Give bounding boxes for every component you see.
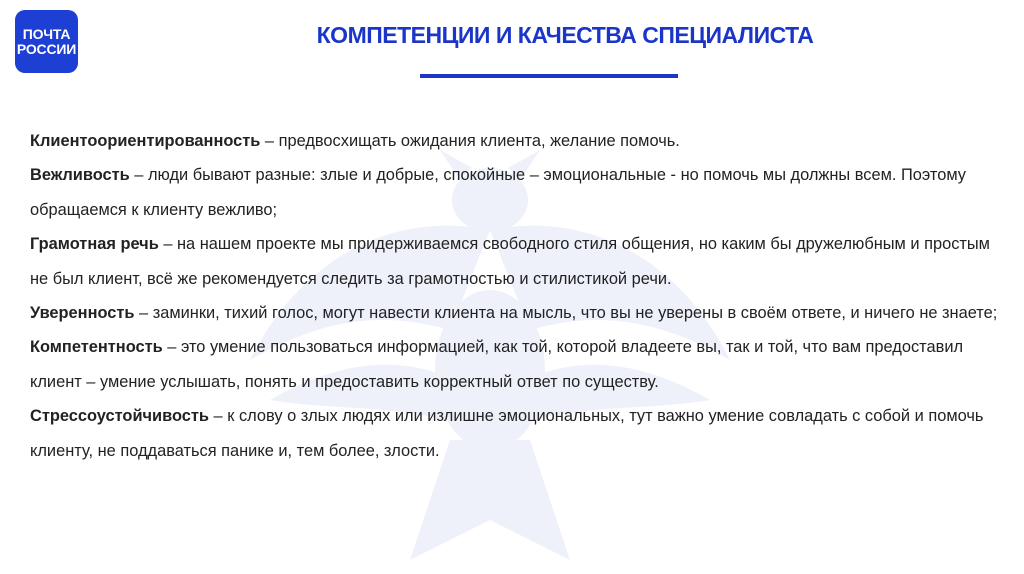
item-term: Клиентоориентированность <box>30 132 261 150</box>
item-text: – заминки, тихий голос, могут навести клиента на мысль, что вы не уверены в своём ответе, и ничего не знаете; <box>134 304 998 323</box>
item-text: – на нашем проекте мы придерживаемся свободного стиля общения, но каким бы дружелюбным и простым не был клиент, всё же рекомендуется следить за грамотностью и стилистикой речи. <box>30 235 990 288</box>
item-term: Грамотная речь <box>30 235 159 254</box>
list-item-politeness <box>30 158 1010 227</box>
list-item-literate-speech <box>30 227 1010 296</box>
title-underline <box>420 74 678 78</box>
item-text: – предвосхищать ожидания клиента, желание помочь. <box>260 132 680 150</box>
list-item-stress-resistance <box>30 399 1010 468</box>
item-term: Компетентность <box>30 338 163 357</box>
logo-line-2: РОССИИ <box>16 40 77 57</box>
page-title: КОМПЕТЕНЦИИ И КАЧЕСТВА СПЕЦИАЛИСТА <box>316 22 814 48</box>
item-text: – люди бывают разные: злые и добрые, спокойные – эмоциональные - но помочь мы должны всем. Поэтому обращаемся к клиенту вежливо; <box>30 166 966 219</box>
item-term: Уверенность <box>30 304 135 323</box>
list-item-client-orientation <box>30 124 1010 158</box>
logo-line-1: ПОЧТА <box>22 25 71 42</box>
item-text: – к слову о злых людях или излишне эмоциональных, тут важно умение совладать с собой и помочь клиенту, не поддаваться панике и, тем более, злости. <box>30 407 984 460</box>
list-item-confidence <box>30 296 1010 330</box>
item-term: Стрессоустойчивость <box>30 407 209 426</box>
item-text: – это умение пользоваться информацией, как той, которой владеете вы, так и той, что вам предоставил клиент – умение услышать, понять и предоставить корректный ответ по существу. <box>30 338 964 391</box>
item-term: Вежливость <box>30 166 130 185</box>
competencies-list <box>30 124 1010 468</box>
list-item-competence <box>30 330 1010 399</box>
